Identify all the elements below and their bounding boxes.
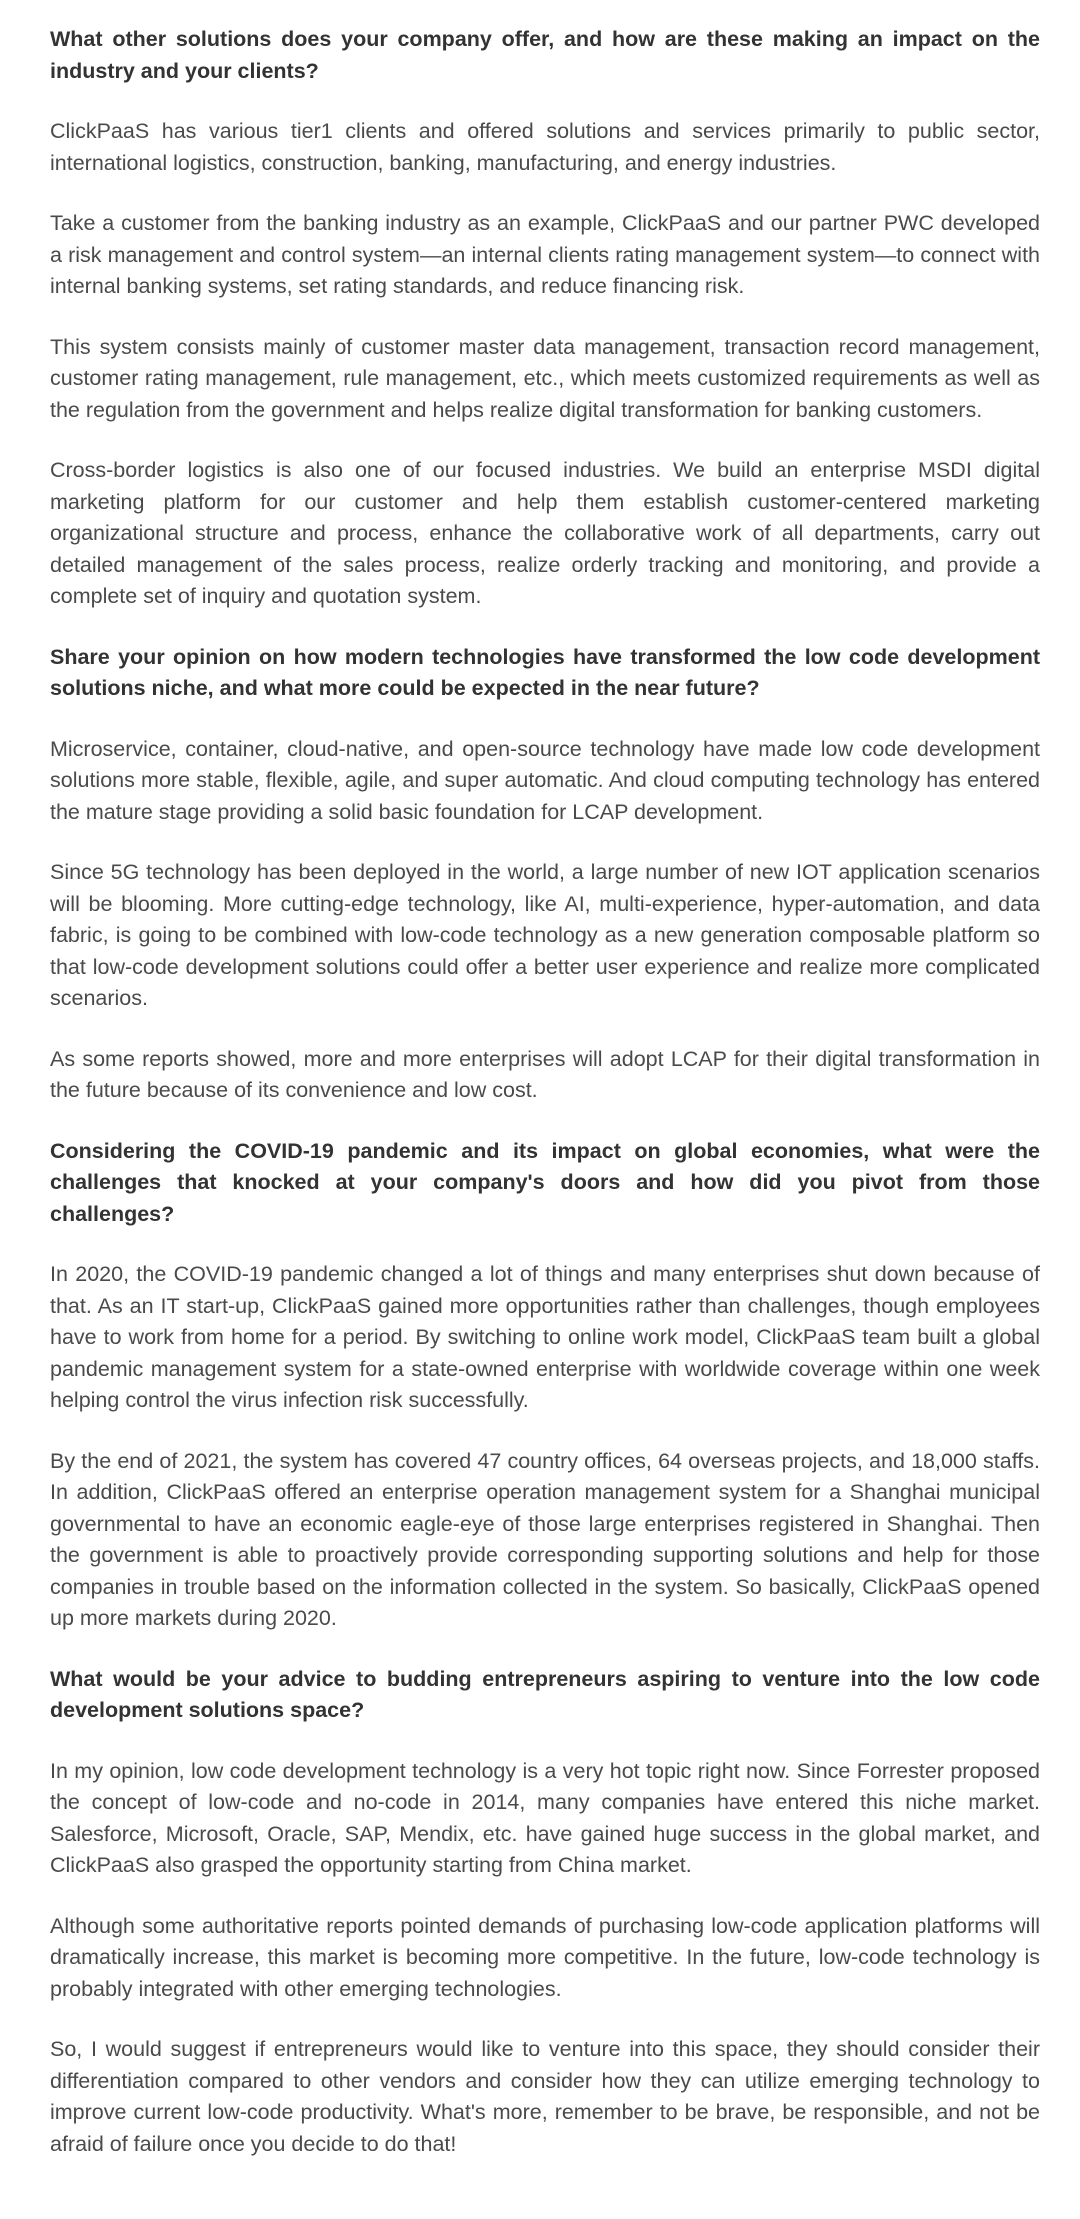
question-heading: What would be your advice to budding entrepreneurs aspiring to venture into the low code development solutions space?: [50, 1666, 1040, 1722]
qa-section-advice-entrepreneurs: [50, 1664, 1040, 2161]
answer-paragraph: Since 5G technology has been deployed in the world, a large number of new IOT application scenarios will be blooming. More cutting-edge technology, like AI, multi-experience, hyper-automation, and data fabric, is going to be combined with low-code technology as a new generation composable platform so that low-code development solutions could offer a better user experience and realize more complicated scenarios.: [50, 860, 1040, 1010]
question-heading: What other solutions does your company offer, and how are these making an impact on the industry and your clients?: [50, 27, 1040, 83]
answer-paragraph: Although some authoritative reports pointed demands of purchasing low-code application platforms will dramatically increase, this market is becoming more competitive. In the future, low-code technology is probably integrated with other emerging technologies.: [50, 1913, 1040, 2001]
qa-section-solutions: [50, 24, 1040, 613]
answer-paragraph: So, I would suggest if entrepreneurs would like to venture into this space, they should consider their differentiation compared to other vendors and consider how they can utilize emerging technology to improve current low-code productivity. What's more, remember to be brave, be responsible, and not be afraid of failure once you decide to do that!: [50, 2037, 1040, 2156]
answer-paragraph: By the end of 2021, the system has covered 47 country offices, 64 overseas projects, and 18,000 staffs. In addition, ClickPaaS offered an enterprise operation management system for a Shanghai municipal governmental to have an economic eagle-eye of those large enterprises registered in Shanghai. Then the government is able to proactively provide corresponding supporting solutions and help for those companies in trouble based on the information collected in the system. So basically, ClickPaaS opened up more markets during 2020.: [50, 1448, 1040, 1630]
answer-paragraph: In my opinion, low code development technology is a very hot topic right now. Since Forrester proposed the concept of low-code and no-code in 2014, many companies have entered this niche market. Salesforce, Microsoft, Oracle, SAP, Mendix, etc. have gained huge success in the global market, and ClickPaaS also grasped the opportunity starting from China market.: [50, 1758, 1040, 1877]
answer-paragraph: Cross-border logistics is also one of our focused industries. We build an enterprise MSDI digital marketing platform for our customer and help them establish customer-centered marketing organizational structure and process, enhance the collaborative work of all departments, carry out detailed management of the sales process, realize orderly tracking and monitoring, and provide a complete set of inquiry and quotation system.: [50, 458, 1040, 608]
answer-paragraph: ClickPaaS has various tier1 clients and offered solutions and services primarily to public sector, international logistics, construction, banking, manufacturing, and energy industries.: [50, 119, 1040, 175]
answer-paragraph: Microservice, container, cloud-native, and open-source technology have made low code development solutions more stable, flexible, agile, and super automatic. And cloud computing technology has entered the mature stage providing a solid basic foundation for LCAP development.: [50, 736, 1040, 824]
answer-paragraph: Take a customer from the banking industry as an example, ClickPaaS and our partner PWC developed a risk management and control system—an internal clients rating management system—to connect with internal banking systems, set rating standards, and reduce financing risk.: [50, 211, 1040, 298]
qa-section-covid-challenges: [50, 1136, 1040, 1635]
qa-section-modern-technologies: [50, 642, 1040, 1107]
answer-paragraph: In 2020, the COVID-19 pandemic changed a lot of things and many enterprises shut down because of that. As an IT start-up, ClickPaaS gained more opportunities rather than challenges, though employees have to work from home for a period. By switching to online work model, ClickPaaS team built a global pandemic management system for a state-owned enterprise with worldwide coverage within one week helping control the virus infection risk successfully.: [50, 1262, 1040, 1412]
question-heading: Share your opinion on how modern technologies have transformed the low code development solutions niche, and what more could be expected in the near future?: [50, 644, 1040, 700]
question-heading: Considering the COVID-19 pandemic and its impact on global economies, what were the challenges that knocked at your company's doors and how did you pivot from those challenges?: [50, 1138, 1040, 1226]
answer-paragraph: As some reports showed, more and more enterprises will adopt LCAP for their digital transformation in the future because of its convenience and low cost.: [50, 1046, 1040, 1102]
answer-paragraph: This system consists mainly of customer master data management, transaction record management, customer rating management, rule management, etc., which meets customized requirements as well as the regulation from the government and helps realize digital transformation for banking customers.: [50, 334, 1040, 422]
